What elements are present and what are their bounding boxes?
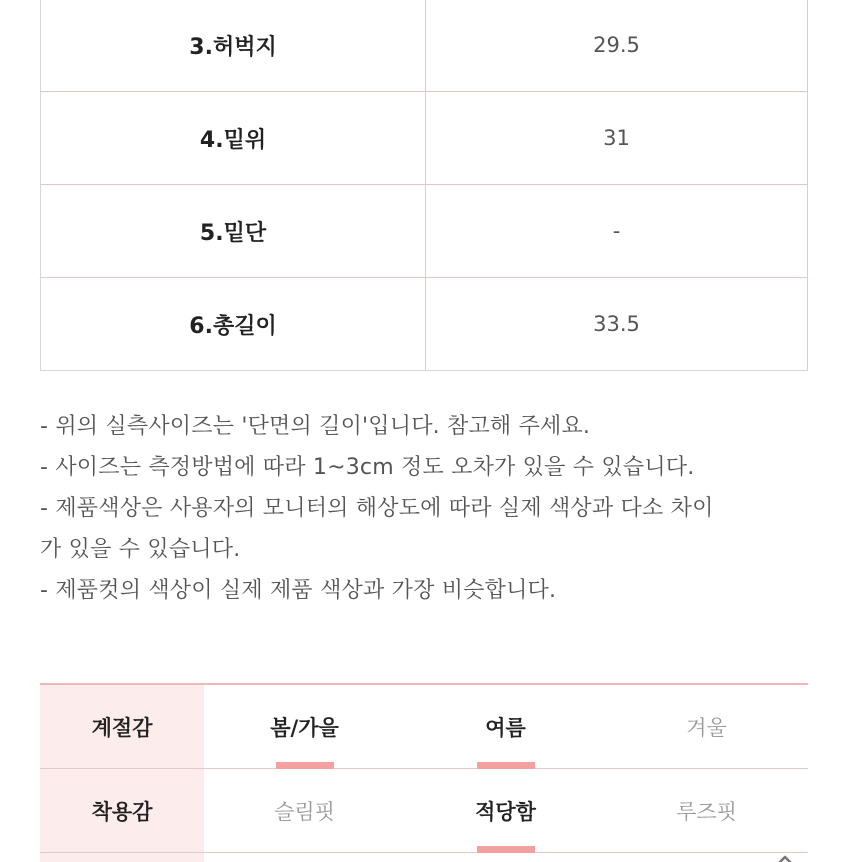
- size-row-label: 5.밑단: [41, 185, 426, 278]
- note-line: - 제품컷의 색상이 실제 제품 색상과 가장 비슷합니다.: [40, 578, 557, 603]
- fit-option-slim: [204, 769, 405, 852]
- chevron-up-icon[interactable]: [770, 846, 800, 862]
- note-line: - 제품색상은 사용자의 모니터의 해상도에 따라 실제 색상과 다소 차이: [40, 496, 714, 521]
- season-option-spring-fall: [204, 685, 405, 768]
- option-text: 슬림핏: [274, 799, 335, 824]
- option-text: 봄/가을: [270, 715, 339, 740]
- size-row: [41, 185, 808, 278]
- note-line: 가 있을 수 있습니다.: [40, 537, 241, 562]
- option-text: 여름: [485, 715, 526, 740]
- size-row-label: 6.총길이: [41, 278, 426, 371]
- fit-option-regular: [405, 769, 606, 852]
- season-option-winter: [606, 685, 807, 768]
- size-row-value: 31: [426, 92, 808, 185]
- fit-option-loose: [606, 769, 807, 852]
- size-row-value: 33.5: [426, 278, 808, 371]
- fit-label: 착용감: [40, 769, 204, 852]
- size-row-label: 4.밑위: [41, 92, 426, 185]
- option-text: 루즈핏: [676, 799, 737, 824]
- selected-indicator: [276, 762, 334, 769]
- size-row: [41, 0, 808, 92]
- fit-row-partial: [40, 853, 808, 862]
- fit-row: [40, 769, 808, 853]
- option-text: 겨울: [686, 715, 727, 740]
- size-table: [40, 0, 808, 371]
- size-row-value: -: [426, 185, 808, 278]
- size-row: [41, 92, 808, 185]
- note-line: - 사이즈는 측정방법에 따라 1~3cm 정도 오차가 있을 수 있습니다.: [40, 455, 695, 480]
- size-notes: [40, 406, 820, 611]
- note-line: - 위의 실측사이즈는 '단면의 길이'입니다. 참고해 주세요.: [40, 414, 591, 439]
- size-row: [41, 278, 808, 371]
- season-option-summer: [405, 685, 606, 768]
- season-label: 계절감: [40, 685, 204, 768]
- fit-info-table: [40, 683, 808, 862]
- selected-indicator: [477, 762, 535, 769]
- partial-label: [40, 853, 204, 862]
- size-row-label: 3.허벅지: [41, 0, 426, 92]
- selected-indicator: [477, 846, 535, 853]
- season-row: [40, 685, 808, 769]
- option-text: 적당함: [475, 799, 536, 824]
- size-row-value: 29.5: [426, 0, 808, 92]
